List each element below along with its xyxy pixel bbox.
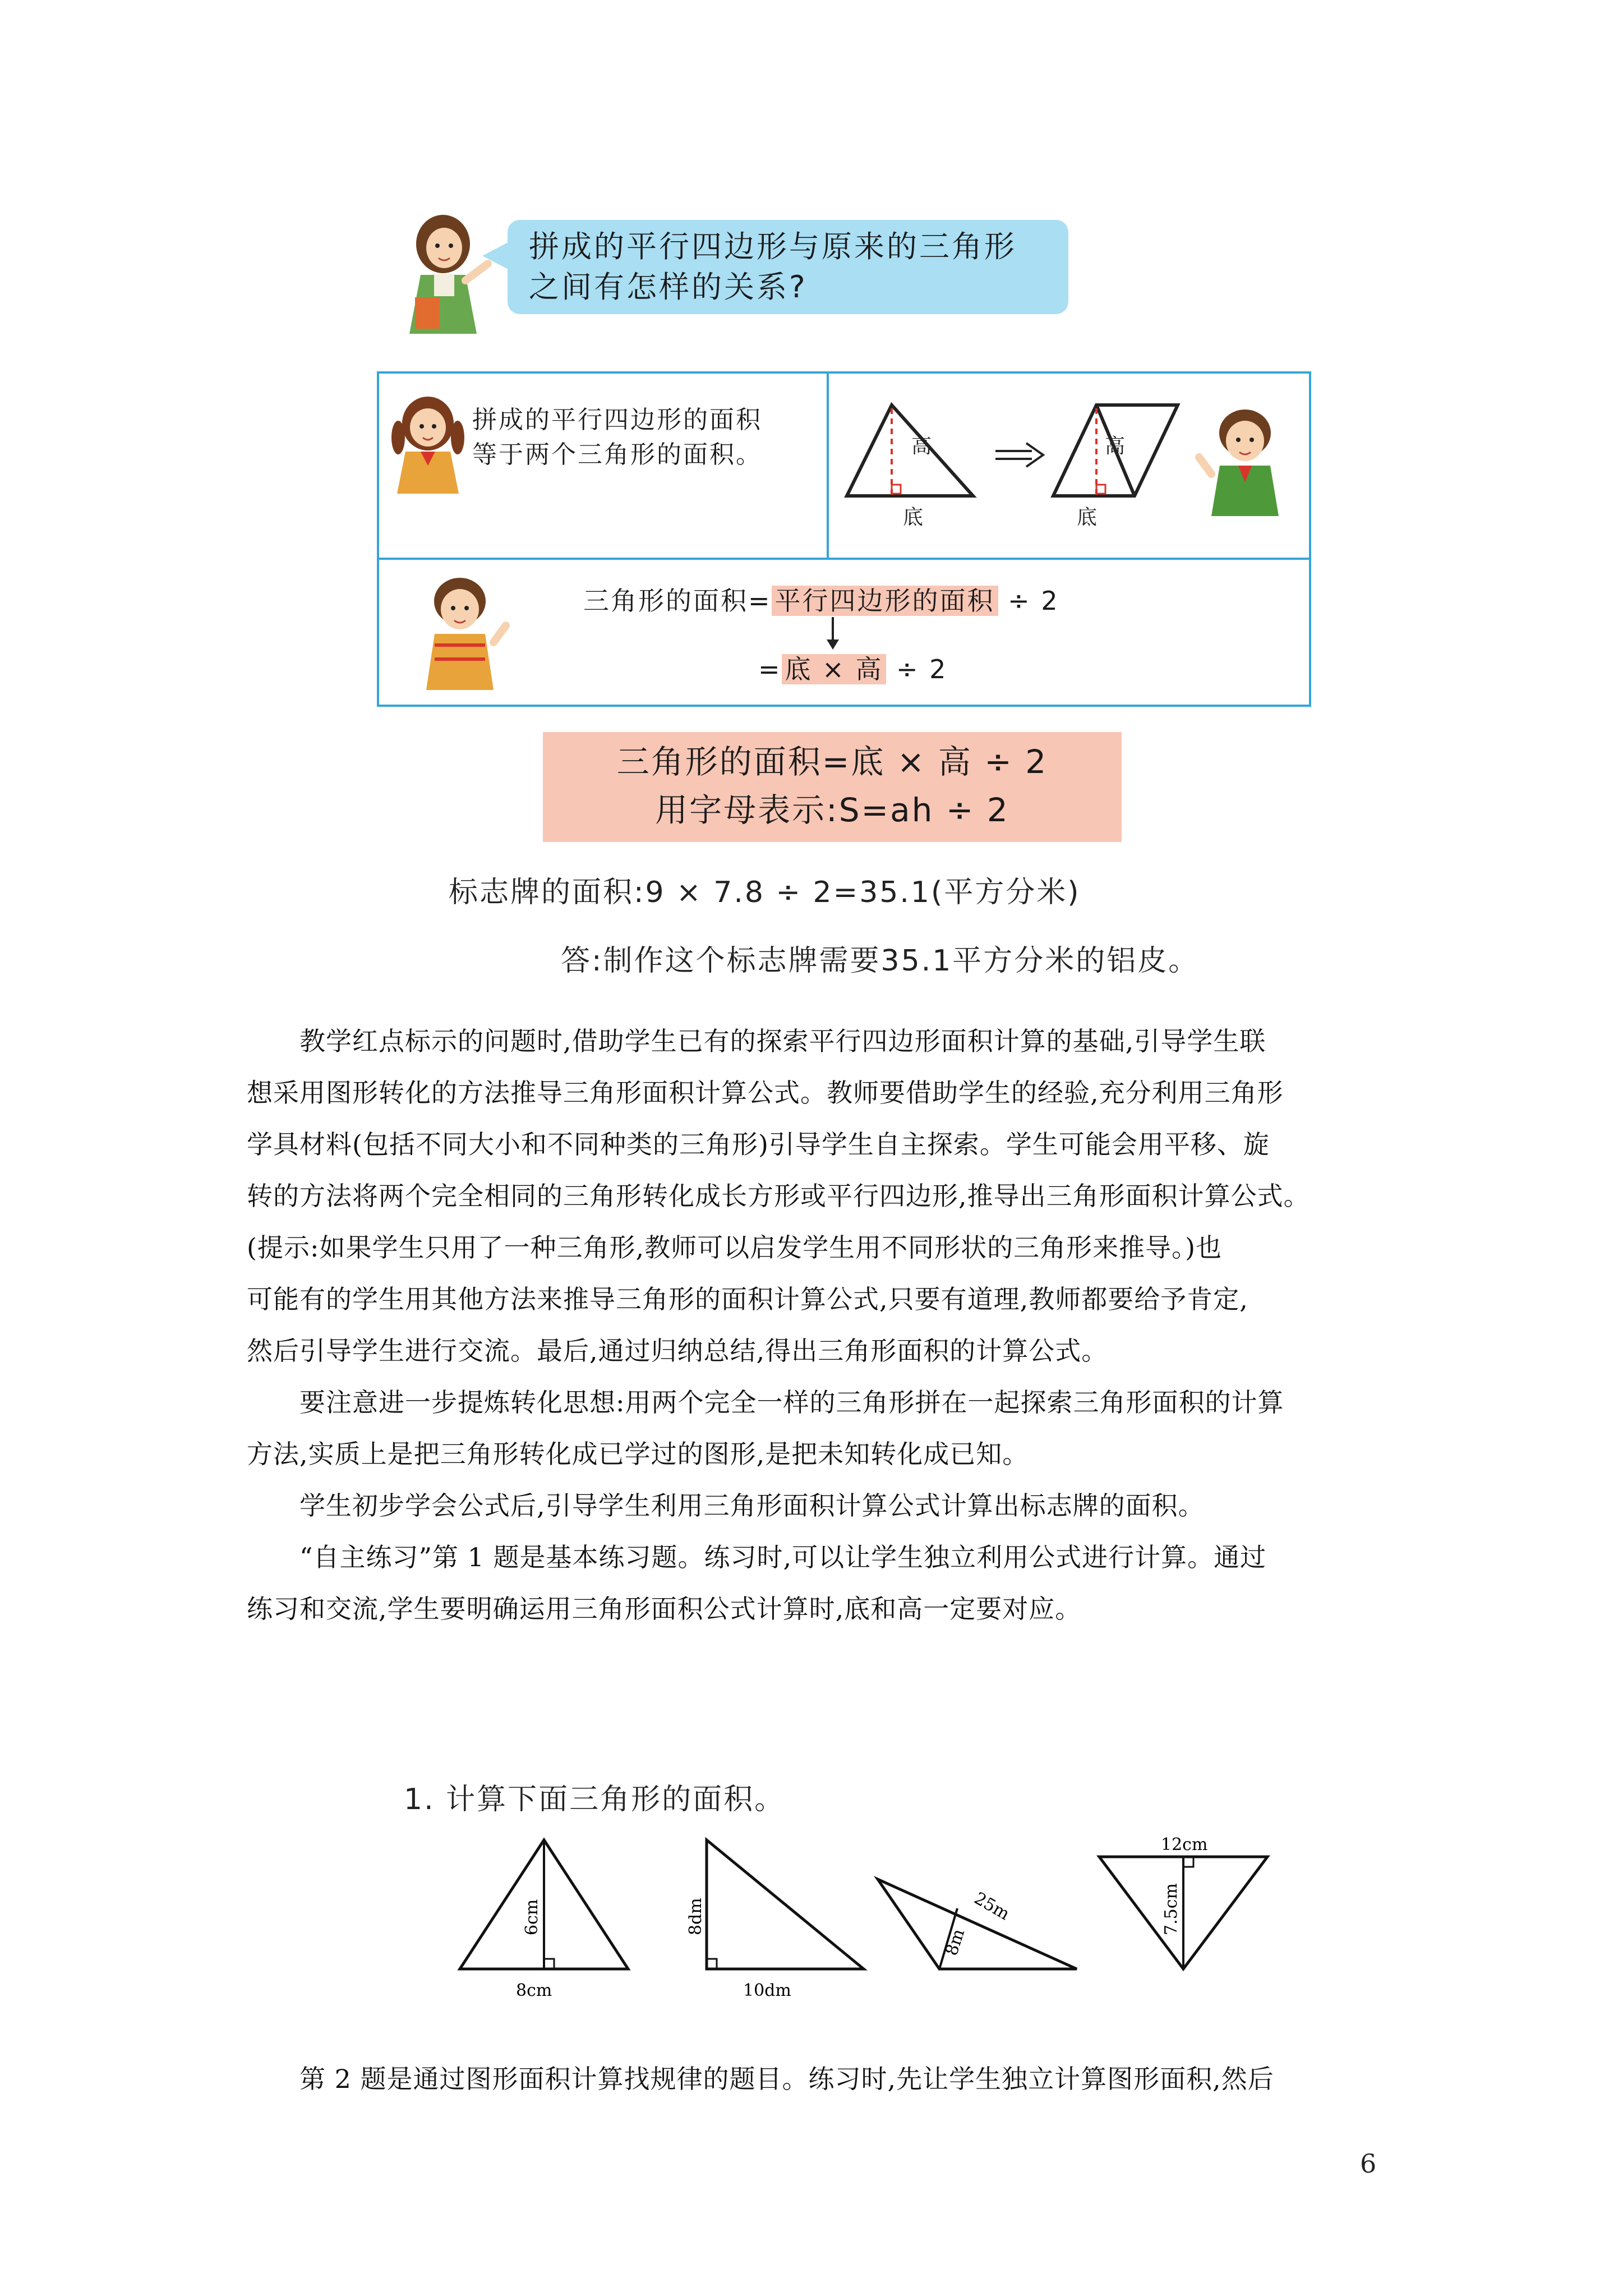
derivation-2-prefix: =	[758, 654, 782, 684]
derivation-line-2	[758, 652, 947, 687]
box-horizontal-divider	[377, 558, 1311, 560]
exercise-triangle-3	[878, 1879, 1077, 1969]
sign-area-calculation: 标志牌的面积:9 × 7.8 ÷ 2=35.1(平方分米)	[449, 876, 1081, 909]
answer-line: 答:制作这个标志牌需要35.1平方分米的铝皮。	[561, 944, 1200, 978]
bubble-line-2: 之间有怎样的关系?	[529, 269, 808, 305]
derivation-1-highlight: 平行四边形的面积	[772, 586, 998, 616]
teaching-notes	[247, 1015, 1413, 1635]
girl-illustration	[386, 393, 470, 494]
paragraph-1-line-4: 转的方法将两个完全相同的三角形转化成长方形或平行四边形,推导出三角形面积计算公式。	[247, 1181, 1310, 1211]
derivation-down-arrow	[824, 617, 841, 651]
derivation-2-suffix: ÷ 2	[896, 654, 948, 684]
exercise-triangle-2	[707, 1840, 864, 1969]
exercise-title: 1. 计算下面三角形的面积。	[404, 1783, 786, 1816]
girl-statement-line-1: 拼成的平行四边形的面积	[472, 406, 762, 434]
parallelogram-height-label: 高	[1105, 435, 1126, 458]
exercise-triangles	[443, 1829, 1301, 2014]
triangle-height-label: 高	[911, 435, 932, 458]
bubble-line-1: 拼成的平行四边形与原来的三角形	[529, 229, 1017, 264]
boy-illustration-bottom	[409, 572, 510, 690]
paragraph-3-line-1: 学生初步学会公式后,引导学生利用三角形面积计算公式计算出标志牌的面积。	[299, 1490, 1205, 1521]
exercise-triangle-2-base-label: 10dm	[743, 1981, 791, 2000]
exercise-triangle-1-base-label: 8cm	[516, 1981, 552, 2000]
paragraph-4-line-2: 练习和交流,学生要明确运用三角形面积公式计算时,底和高一定要对应。	[247, 1594, 1082, 1624]
paragraph-1-line-3: 学具材料(包括不同大小和不同种类的三角形)引导学生自主探索。学生可能会用平移、旋	[247, 1129, 1270, 1159]
paragraph-1-line-2: 想采用图形转化的方法推导三角形面积计算公式。教师要借助学生的经验,充分利用三角形	[247, 1078, 1284, 1108]
speech-bubble	[508, 220, 1068, 314]
derivation-1-suffix: ÷ 2	[1008, 586, 1059, 616]
derivation-2-highlight: 底 × 高	[782, 654, 887, 684]
exercise-triangle-3-side-label: 25m	[971, 1888, 1013, 1925]
paragraph-4-line-1: “自主练习”第 1 题是基本练习题。练习时,可以让学生独立利用公式进行计算。通过	[299, 1542, 1267, 1572]
girl-statement	[472, 403, 762, 472]
paragraph-5-line-1: 第 2 题是通过图形面积计算找规律的题目。练习时,先让学生独立计算图形面积,然后	[299, 2064, 1274, 2094]
parallelogram-base-label: 底	[1077, 506, 1098, 529]
teacher-illustration	[393, 213, 494, 337]
exercise-triangle-2-height-label: 8dm	[686, 1898, 706, 1935]
paragraph-1-line-5: (提示:如果学生只用了一种三角形,教师可以启发学生用不同形状的三角形来推导。)也	[247, 1232, 1223, 1263]
paragraph-2-line-2: 方法,实质上是把三角形转化成已学过的图形,是把未知转化成已知。	[247, 1439, 1029, 1469]
paragraph-1-line-1: 教学红点标示的问题时,借助学生已有的探索平行四边形面积计算的基础,引导学生联	[299, 1026, 1266, 1056]
formula-line-1: 三角形的面积=底 × 高 ÷ 2	[616, 743, 1048, 781]
girl-statement-line-2: 等于两个三角形的面积。	[472, 440, 762, 469]
exercise-triangle-4-height-label: 7.5cm	[1161, 1883, 1181, 1935]
exercise-triangle-1-height-label: 6cm	[522, 1899, 542, 1935]
exercise-triangle-4-top-label: 12cm	[1161, 1835, 1208, 1855]
derivation-1-prefix: 三角形的面积=	[583, 586, 772, 616]
exercise-triangle-3-height-label: 8m	[942, 1926, 969, 1958]
boy-illustration-top	[1195, 404, 1295, 516]
triangle-base-label: 底	[903, 506, 924, 529]
paragraph-1-line-6: 可能有的学生用其他方法来推导三角形的面积计算公式,只要有道理,教师都要给予肯定,	[247, 1284, 1248, 1314]
page-number: 6	[1360, 2148, 1377, 2179]
formula-line-2: 用字母表示:S=ah ÷ 2	[655, 791, 1009, 829]
area-formula-box	[543, 732, 1122, 842]
paragraph-2-line-1: 要注意进一步提炼转化思想:用两个完全一样的三角形拼在一起探索三角形面积的计算	[299, 1387, 1284, 1418]
triangle-shape	[847, 405, 973, 496]
transform-arrow	[995, 443, 1043, 467]
triangle-to-parallelogram-diagram	[841, 399, 1189, 534]
speech-bubble-tail	[482, 241, 510, 270]
derivation-line-1	[583, 583, 1059, 618]
paragraph-1-line-7: 然后引导学生进行交流。最后,通过归纳总结,得出三角形面积的计算公式。	[247, 1336, 1108, 1366]
box-vertical-divider	[827, 371, 829, 560]
